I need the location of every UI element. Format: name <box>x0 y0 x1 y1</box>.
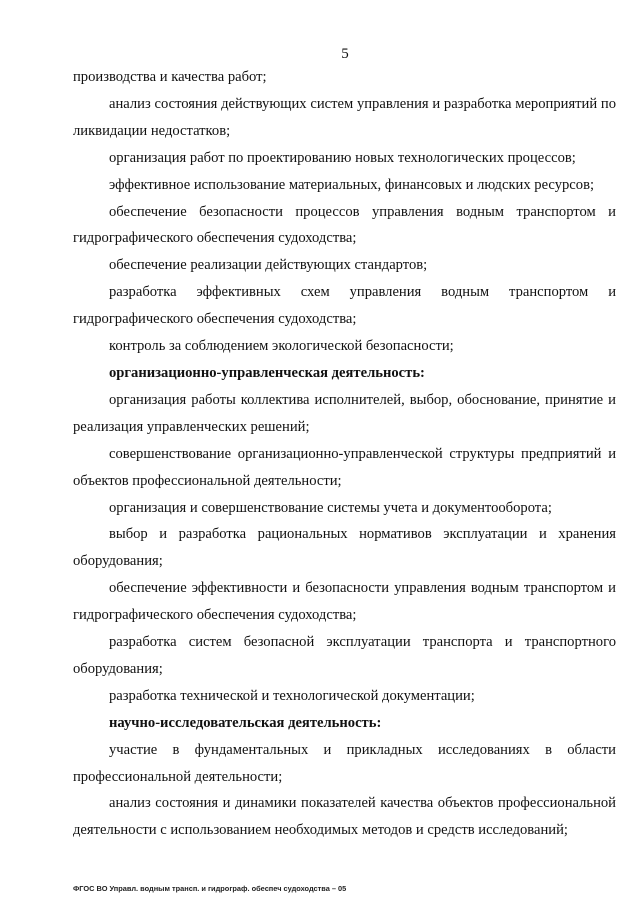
page-footer: ФГОС ВО Управл. водным трансп. и гидрограф. обеспеч судоходства – 05 <box>73 884 347 893</box>
page-number: 5 <box>341 46 349 62</box>
paragraph-17: участие в фундаментальных и прикладных исследованиях в области профессиональной деятельности; <box>73 741 616 785</box>
paragraph-12: выбор и разработка рациональных нормативов эксплуатации и хранения оборудования; <box>73 526 616 570</box>
paragraph-15: разработка технической и технологической документации; <box>109 687 475 704</box>
paragraph-5: обеспечение реализации действующих стандартов; <box>109 257 428 274</box>
paragraph-10: совершенствование организационно-управленческой структуры предприятий и объектов профессиональной деятельности; <box>73 445 616 489</box>
paragraph-13: обеспечение эффективности и безопасности управления водным транспортом и гидрографического обеспечения судоходства; <box>73 580 616 624</box>
document-body <box>73 64 616 844</box>
section-heading-research: научно-исследовательская деятельность: <box>109 714 382 731</box>
paragraph-11: организация и совершенствование системы учета и документооборота; <box>109 499 552 516</box>
paragraph-18: анализ состояния и динамики показателей качества объектов профессиональной деятельности с использованием необходимых методов и средств исследований; <box>73 795 616 839</box>
paragraph-14: разработка систем безопасной эксплуатации транспорта и транспортного оборудования; <box>73 634 616 677</box>
paragraph-0: производства и качества работ; <box>73 69 267 85</box>
paragraph-6: разработка эффективных схем управления водным транспортом и гидрографического обеспечения судоходства; <box>73 284 616 328</box>
paragraph-4: обеспечение безопасности процессов управления водным транспортом и гидрографического обеспечения судоходства; <box>73 203 616 247</box>
section-heading-org-management: организационно-управленческая деятельность: <box>109 364 425 381</box>
paragraph-7: контроль за соблюдением экологической безопасности; <box>109 338 454 355</box>
paragraph-2: организация работ по проектированию новых технологических процессов; <box>109 149 576 166</box>
paragraph-1: анализ состояния действующих систем управления и разработка мероприятий по ликвидации недостатков; <box>73 95 616 139</box>
paragraph-9: организация работы коллектива исполнителей, выбор, обоснование, принятие и реализация управленческих решений; <box>73 391 616 435</box>
paragraph-3: эффективное использование материальных, финансовых и людских ресурсов; <box>109 176 595 193</box>
